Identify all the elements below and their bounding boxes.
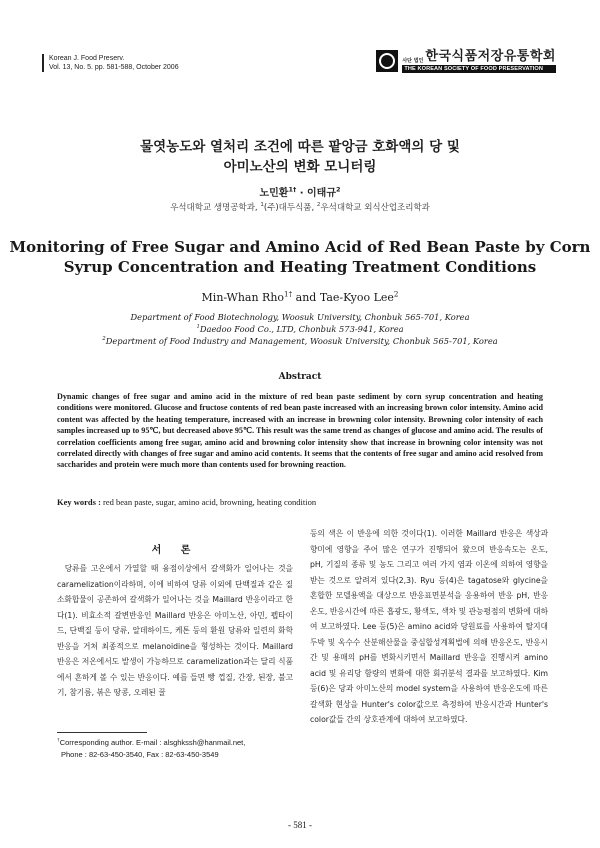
korean-author-1-mark: 1† [288, 185, 297, 194]
korean-authors [0, 184, 600, 199]
keywords-label: Key words : [57, 497, 101, 507]
body-right-column [310, 526, 548, 728]
abstract-heading: Abstract [278, 372, 322, 382]
society-logo [376, 49, 556, 73]
english-title-line1: Monitoring of Free Sugar and Amino Acid of Red Bean Paste by Corn [9, 238, 591, 256]
journal-name: Korean J. Food Preserv. [49, 55, 125, 62]
english-affiliation-mark-2: 1 [196, 324, 200, 331]
english-authors [0, 291, 600, 304]
english-title [0, 237, 600, 277]
corresponding-author-footnote [57, 737, 297, 761]
korean-author-2: 이태규 [307, 188, 336, 199]
korean-author-1: 노민환 [259, 188, 289, 199]
english-affiliation-3 [0, 335, 600, 347]
footnote-phone: Phone : 82-63-450-3540, Fax : 82-63-450-3549 [61, 750, 219, 759]
korean-author-separator: · [296, 188, 307, 199]
korean-title-line2: 아미노산의 변화 모니터링 [223, 159, 377, 175]
keywords [57, 497, 543, 507]
english-author-and: and [292, 291, 320, 304]
society-name-ko: 한국식품저장유통학회 [425, 49, 556, 64]
footnote-mark: † [57, 738, 60, 744]
section-heading-introduction: 서 론 [151, 545, 199, 556]
korean-affiliation-3: 우석대학교 외식산업조리학과 [320, 203, 430, 213]
abstract-body: Dynamic changes of free sugar and amino acid in the mixture of red bean paste sediment by corn syrup concentration and heating conditions were monitored. Glucose and fructose contents of red bean paste increased with an increasing brown color intensity. Amino acid content was affected by the heating temperature, increased with an increase in browning color intensity. Browning color intensity of each samples increased up to 95℃, but decreased above 95℃. This result was the same trend as changes of glucose and amino acid. The results of correlation coefficients among free sugar, amino acid and browning color intensity show that increase in browning color intensity was not correlated directly with changes of free sugar and amino acid contents. It seems that the contents of free sugar and amino acid resolved from saccharides and protein were much more than contents used for browning reaction. [57, 392, 543, 470]
society-name-en: THE KOREAN SOCIETY OF FOOD PRESERVATION [402, 65, 556, 73]
english-affiliation-2 [0, 323, 600, 335]
introduction-paragraph-left: 당류를 고온에서 가열할 때 융점이상에서 갈색화가 일어나는 것을 caramelization이라하며, 이에 비하여 당류 이외에 단백질과 같은 질소화합물이 공존하여 갈색화가 일어나는 것을 Maillard 반응이라고 한다(1). 비효소적 갈변반응인 Maillard 반응은 아미노산, 아민, 펩타이드, 단백질 등이 당류, 알데하이드, 케톤 등의 환원 당류와 일련의 화학반응을 거쳐 최종적으로 melanoidine을 형성하는 것이다. Maillard 반응은 저온에서도 발생이 가능하므로 caramelization과는 달리 식품에서 흔하게 볼 수 있는 반응이다. 예를 들면 빵 껍질, 간장, 된장, 불고기, 참기름, 볶은 땅콩, 오레된 꿀 [57, 564, 293, 697]
english-author-1: Min-Whan Rho [201, 291, 285, 304]
korean-affiliation-1: 우석대학교 생명공학과, [170, 203, 261, 213]
korean-author-2-mark: 2 [335, 185, 341, 194]
english-affiliation-1: Department of Food Biotechnology, Woosuk University, Chonbuk 565-701, Korea [130, 312, 470, 322]
body-left-column [57, 561, 293, 701]
korean-affiliations [0, 201, 600, 213]
english-author-2-mark: 2 [393, 289, 399, 299]
korean-affiliation-2: (주)대두식품, [263, 203, 317, 213]
society-emblem-icon [376, 50, 398, 72]
korean-title [0, 137, 600, 177]
korean-title-line1: 물엿농도와 열처리 조건에 따른 팥앙금 호화액의 당 및 [140, 139, 460, 155]
journal-volume: Vol. 13, No. 5. pp. 581-588, October 2006 [49, 64, 179, 71]
english-author-2: Tae-Kyoo Lee [319, 291, 394, 304]
english-affiliation-2-text: Daedoo Food Co., LTD, Chonbuk 573-941, Korea [199, 324, 404, 334]
footnote-divider [57, 732, 147, 733]
korean-affiliation-mark-2: 2 [316, 202, 321, 209]
page-number: - 581 - [288, 820, 312, 830]
footnote-email: Corresponding author. E-mail : alsghkssh@hanmail.net, [59, 738, 246, 747]
introduction-paragraph-right: 등의 색은 이 반응에 의한 것이다(1). 이러한 Maillard 반응은 색상과 향미에 영향을 주어 많은 연구가 진행되어 왔으며 반응속도는 온도, pH, 기질의 종류 및 농도 그리고 여러 가지 염과 이온에 의하여 영향을 받는 것으로 알려져 있다(2,3). Ryu 등(4)은 tagatose와 glycine을 혼합한 모델용액을 대상으로 반응표면분석을 응용하여 반응 pH, 반응온도, 반응시간에 따른 흡광도, 황색도, 색차 및 관능평점의 변화에 대하여 보고하였다. Lee 등(5)은 amino acid와 당원료를 사용하여 탈지대두박 및 옥수수 산분해산물을 중심합성계획법에 의해 반응온도, 반응시간 및 용매의 pH를 변화시키면서 Maillard 반응을 진행시켜 amino acid 및 유리당 함량의 변화에 대한 회귀분석 결과를 보고하였다. Kim 등(6)은 당과 아미노산의 model system을 사용하여 반응온도에 따른 갈색화 현상을 Hunter's color값으로 측정하여 반응시간과 Hunter's color값들 간의 상호관계에 대하여 보고하였다. [310, 529, 548, 724]
english-author-1-mark: 1† [284, 289, 293, 299]
english-affiliation-mark-3: 2 [102, 336, 106, 343]
journal-citation [42, 54, 179, 72]
keywords-list: red bean paste, sugar, amino acid, browning, heating condition [100, 497, 317, 507]
english-title-line2: Syrup Concentration and Heating Treatment Conditions [63, 258, 537, 276]
english-affiliations [0, 311, 600, 347]
korean-affiliation-mark-1: 1 [260, 202, 264, 209]
society-type: 사단 법인 [402, 58, 424, 64]
english-affiliation-3-text: Department of Food Industry and Management, Woosuk University, Chonbuk 565-701, Korea [105, 336, 498, 346]
